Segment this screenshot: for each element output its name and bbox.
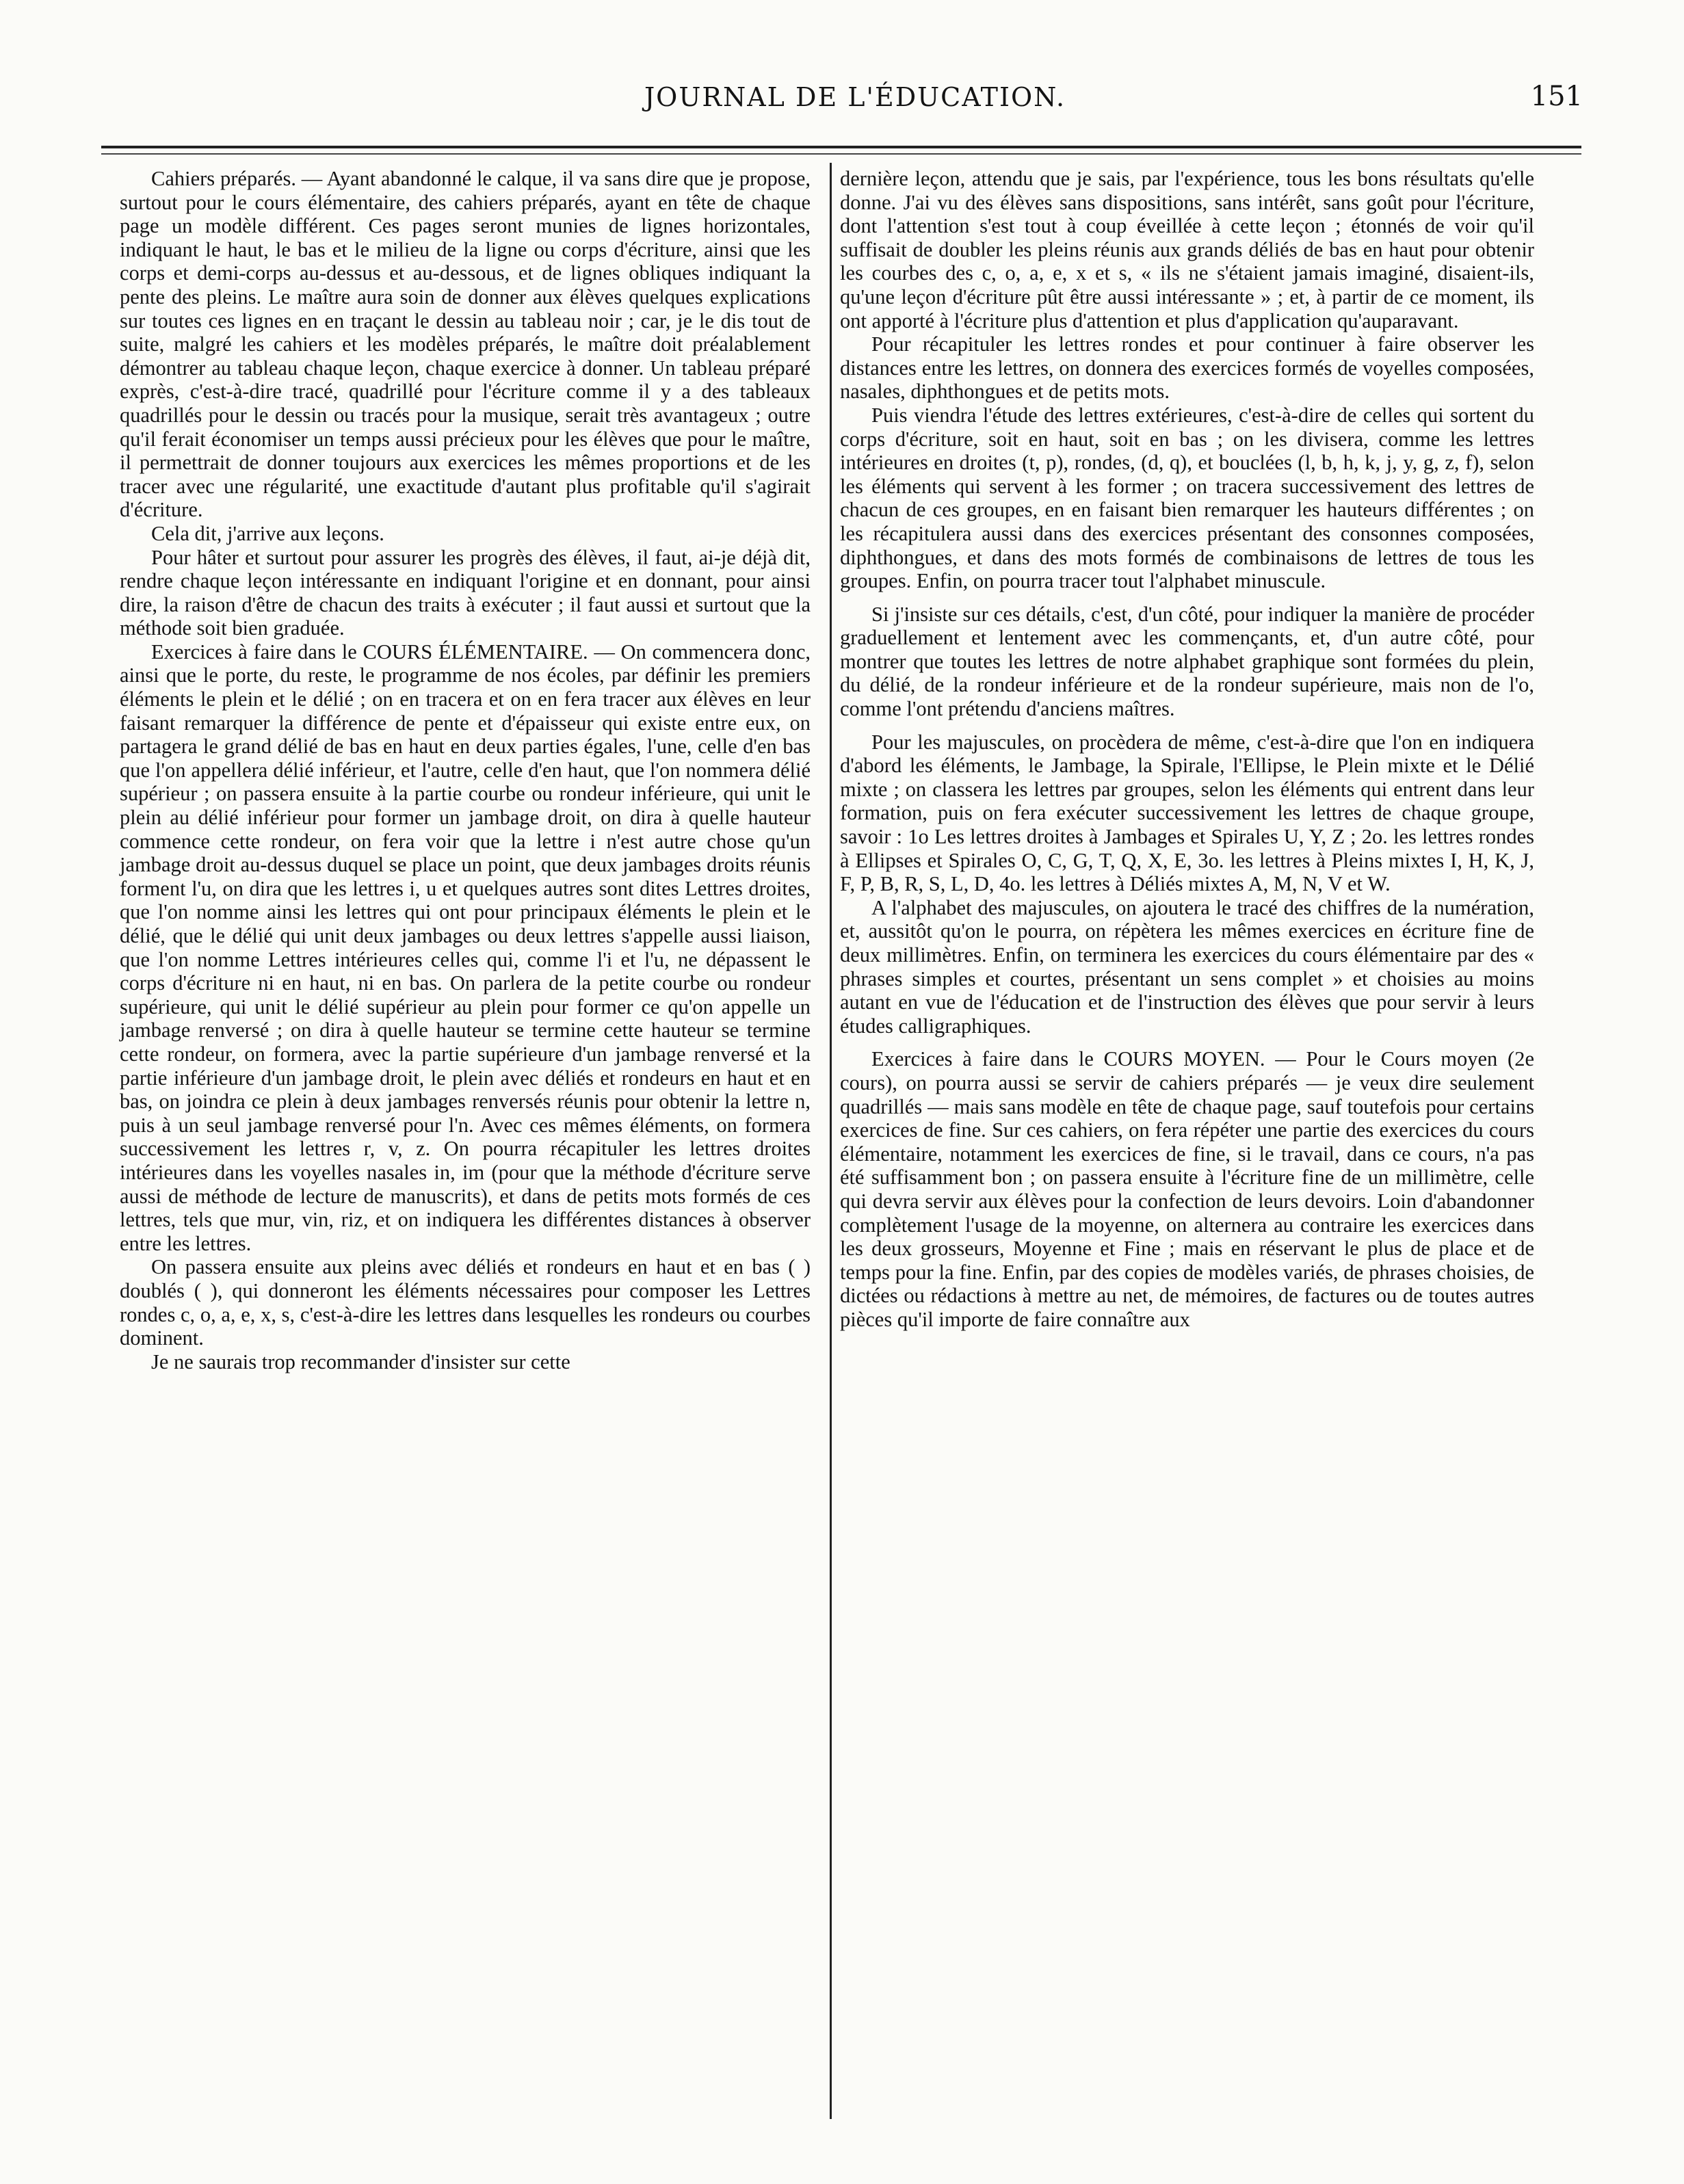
column-divider (830, 163, 832, 2119)
header-rule (101, 146, 1581, 148)
paragraph-recapituler: Pour récapituler les lettres rondes et pour continuer à faire observer les distances entre les lettres, on donnera des exercices formés de voyelles composées, nasales, diphthongues et de petits mots. (840, 332, 1534, 404)
paragraph-details: Si j'insiste sur ces détails, c'est, d'un côté, pour indiquer la manière de procéder graduellement et lentement avec les commençants, et, d'un autre côté, pour montrer que toutes les lettres de notre alphabet graphique sont formées du plein, du délié, de la rondeur inférieure et de la rondeur supérieure, mais non de l'o, comme l'ont prétendu d'anciens maîtres. (840, 602, 1534, 721)
paragraph-cours-elementaire: Exercices à faire dans le COURS ÉLÉMENTAIRE. — On commencera donc, ainsi que le porte, du reste, le programme de nos écoles, par définir les premiers éléments le plein et le délié ; on en tracera et on en fera tracer aux élèves en leur faisant remarquer la différence de pente et d'épaisseur qui existe entre eux, on partagera le grand délié de bas en haut en deux parties égales, l'une, celle d'en bas que l'on appellera délié inférieur, et l'autre, celle d'en haut, que l'on nommera délié supérieur ; on passera ensuite à la partie courbe ou rondeur inférieure, qui unit le plein au délié inférieur pour former un jambage droit, on dira à quelle hauteur commence cette rondeur, on fera voir que la lettre i n'est autre chose qu'un jambage droit au-dessus duquel se place un point, que deux jambages droits réunis forment l'u, on dira que les lettres i, u et quelques autres sont dites Lettres droites, que l'on nomme ainsi les lettres qui ont pour principaux éléments le plein et le délié, que le délié qui unit deux jambages ou deux lettres s'appelle aussi liaison, que l'on nomme Lettres intérieures celles qui, comme l'i et l'u, ne dépassent le corps d'écriture ni en haut, ni en bas. On parlera de la petite courbe ou rondeur supérieure, qui unit le délié supérieur au plein pour former ce qu'on appelle un jambage renversé ; on dira à quelle hauteur se termine cette hauteur se termine cette rondeur, on formera, avec la partie supérieure d'un jambage renversé et la partie inférieure d'un jambage droit, le plein avec déliés et rondeurs en haut et en bas, on joindra ce plein à deux jambages renversés réunis pour obtenir la lettre n, puis à un seul jambage renversé pour l'n. Avec ces mêmes éléments, on formera successivement les lettres r, v, z. On pourra récapituler les lettres droites intérieures dans les voyelles nasales in, im (pour que la méthode d'écriture serve aussi de méthode de lecture de manuscrits), et dans de petits mots formés de ces lettres, tels que mur, vin, riz, et on indiquera les différentes distances à observer entre les lettres. (120, 640, 811, 1255)
header-rule-thin (101, 153, 1581, 155)
paragraph-cours-moyen: Exercices à faire dans le COURS MOYEN. — Pour le Cours moyen (2e cours), on pourra aussi se servir de cahiers préparés — je veux dire seulement quadrillés — mais sans modèle en tête de chaque page, sauf toutefois pour certains exercices de fine. Sur ces cahiers, on fera répéter une partie des exercices du cours élémentaire, notamment les exercices de fine, si le travail, dans ce cours, n'a pas été suffisamment bon ; on passera ensuite à l'écriture fine de un millimètre, celle qui devra servir aux élèves pour la confection de leurs devoirs. Loin d'abandonner complètement l'usage de la moyenne, on alternera au contraire les exercices dans les deux grosseurs, Moyenne et Fine ; mais en réservant le plus de place et de temps pour la fine. Enfin, par des copies de modèles variés, de phrases choisies, de dictées ou rédactions à mettre au net, de mémoires, de factures ou de toutes autres pièces qu'il importe de faire connaître aux (840, 1047, 1534, 1331)
paragraph-progres: Pour hâter et surtout pour assurer les progrès des élèves, il faut, ai-je déjà dit, rendre chaque leçon intéressante en indiquant l'origine et en donnant, pour ainsi dire, la raison d'être de chacun des traits à exécuter ; il faut aussi et surtout que la méthode soit bien graduée. (120, 545, 811, 640)
paragraph-majuscules: Pour les majuscules, on procèdera de même, c'est-à-dire que l'on en indiquera d'abord les éléments, le Jambage, la Spirale, l'Ellipse, le Plein mixte et le Délié mixte ; on classera les lettres par groupes, selon les éléments qui entrent dans leur formation, puis on fera exécuter successivement les lettres de chaque groupe, savoir : 1o Les lettres droites à Jambages et Spirales U, Y, Z ; 2o. les lettres rondes à Ellipses et Spirales O, C, G, T, Q, X, E, 3o. les lettres à Pleins mixtes I, H, K, J, F, P, B, R, S, L, D, 4o. les lettres à Déliés mixtes A, M, N, V et W. (840, 730, 1534, 896)
paragraph-insister: Je ne saurais trop recommander d'insister sur cette (151, 1350, 570, 1373)
paragraph-chiffres: A l'alphabet des majuscules, on ajoutera le tracé des chiffres de la numération, et, aussitôt qu'on le pourra, on répètera les mêmes exercices en écriture fine de deux millimètres. Enfin, on terminera les exercices du cours élémentaire par des « phrases simples et courtes, présentant un sens complet » et choisies au moins autant en vue de l'éducation et de l'instruction des élèves que pour servir à leurs études calligraphiques. (840, 895, 1534, 1038)
paragraph-lettres-rondes: On passera ensuite aux pleins avec déliés et rondeurs en haut et en bas ( ) doublés ( ), qui donneront les éléments nécessaires pour composer les Lettres rondes c, o, a, e, x, s, c'est-à-dire les lettres dans lesquelles les rondeurs ou courbes dominent. (120, 1255, 811, 1350)
page-number: 151 (1530, 81, 1583, 112)
paragraph-lecons: Cela dit, j'arrive aux leçons. (151, 521, 384, 545)
running-header-title: JOURNAL DE L'ÉDUCATION. (644, 82, 1066, 112)
left-column (120, 167, 811, 1373)
right-column (840, 167, 1534, 1332)
paragraph-derniere-lecon: dernière leçon, attendu que je sais, par l'expérience, tous les bons résultats qu'elle donne. J'ai vu des élèves sans dispositions, sans intérêt, sans goût pour l'écriture, dont l'attention s'est tout à coup éveillée à cette leçon ; étonnés de voir qu'il suffisait de doubler les pleins réunis aux grands déliés de bas en haut pour obtenir les courbes des c, o, a, e, x et s, « ils ne s'étaient jamais imaginé, disaient-ils, qu'une leçon d'écriture pût être aussi intéressante » ; et, à partir de ce moment, ils ont apporté à l'écriture plus d'attention et plus d'application qu'auparavant. (840, 167, 1534, 332)
paragraph-lettres-exterieures: Puis viendra l'étude des lettres extérieures, c'est-à-dire de celles qui sortent du corps d'écriture, soit en haut, soit en bas ; on les divisera, comme les lettres intérieures en droites (t, p), rondes, (d, q), et bouclées (l, b, h, k, j, y, g, z, f), selon les éléments qui servent à les former ; on tracera successivement des lettres de chacun de ces groupes, en en faisant bien remarquer les hauteurs différentes ; on les récapitulera aussi dans des exercices présentant des consonnes composées, diphthongues, et dans des mots formés de combinaisons de lettres de tous les groupes. Enfin, on pourra tracer tout l'alphabet minuscule. (840, 403, 1534, 593)
paragraph-cahiers-prepares: Cahiers préparés. — Ayant abandonné le calque, il va sans dire que je propose, surtout pour le cours élémentaire, des cahiers préparés, ayant en tête de chaque page un modèle différent. Ces pages seront munies de lignes horizontales, indiquant le haut, le bas et le milieu de la ligne ou corps d'écriture, ainsi que les corps et demi-corps au-dessus et au-dessous, et de lignes obliques indiquant la pente des pleins. Le maître aura soin de donner aux élèves quelques explications sur toutes ces lignes en en traçant le dessin au tableau noir ; car, je le dis tout de suite, malgré les cahiers et les modèles préparés, le maître doit préalablement démontrer au tableau chaque leçon, chaque exercice à donner. Un tableau préparé exprès, c'est-à-dire tracé, quadrillé pour l'écriture comme il y a des tableaux quadrillés pour le dessin ou tracés pour la musique, serait très avantageux ; outre qu'il ferait économiser un temps aussi précieux pour les élèves que pour le maître, il permettrait de donner toujours aux exercices les mêmes proportions et de les tracer avec une régularité, une exactitude d'autant plus profitable qu'il s'agirait d'écriture. (120, 167, 811, 522)
